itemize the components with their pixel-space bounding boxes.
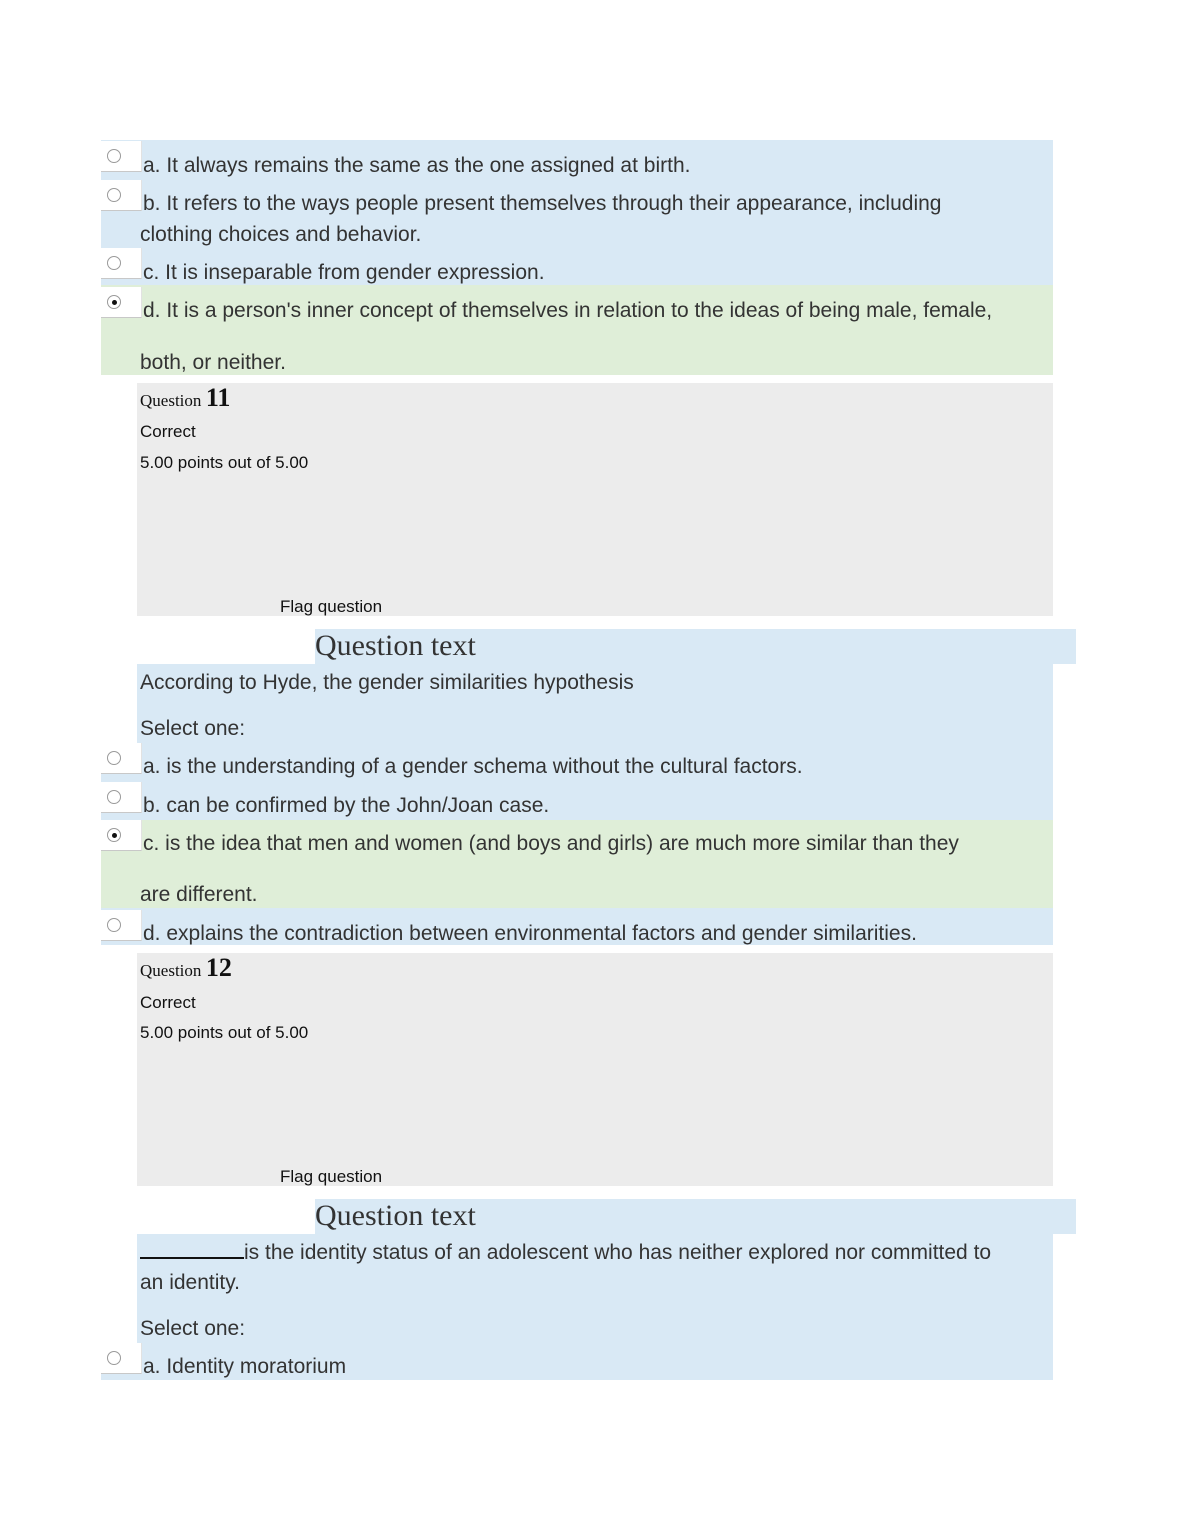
q10-option-a-text[interactable]: a. It always remains the same as the one assigned at birth. <box>143 154 691 177</box>
question-label: Question <box>140 391 202 410</box>
q11-question-prompt: According to Hyde, the gender similarities hypothesis <box>140 671 634 694</box>
q10-option-c-text[interactable]: c. It is inseparable from gender expression. <box>143 261 545 284</box>
q12-select-one-label: Select one: <box>140 1317 246 1340</box>
q10-option-d-text-continued[interactable]: both, or neither. <box>140 351 286 374</box>
q10-option-a-radio[interactable] <box>101 141 142 172</box>
q11-option-d-radio[interactable] <box>101 910 142 941</box>
radio-circle-icon <box>107 256 121 270</box>
question-number: 12 <box>205 953 232 982</box>
q11-option-c-text[interactable]: c. is the idea that men and women (and boys and girls) are much more similar than they <box>143 832 959 855</box>
q10-option-d-radio[interactable] <box>101 287 142 318</box>
radio-circle-icon <box>107 188 121 202</box>
q10-option-d-text[interactable]: d. It is a person's inner concept of themselves in relation to the ideas of being male, female, <box>143 299 993 322</box>
q12-option-a-radio[interactable] <box>101 1343 142 1374</box>
q12-question-text-title: Question text <box>315 1199 476 1232</box>
q11-question-text-title: Question text <box>315 629 476 662</box>
q12-question-prompt <box>140 1238 991 1268</box>
q10-option-b-radio[interactable] <box>101 180 142 211</box>
q11-option-a-radio[interactable] <box>101 743 142 774</box>
q11-option-c-radio[interactable] <box>101 820 142 851</box>
q11-option-a-text[interactable]: a. is the understanding of a gender schema without the cultural factors. <box>143 755 803 778</box>
q12-question-prompt-part2: an identity. <box>140 1271 241 1294</box>
q12-flag-question-link[interactable]: Flag question <box>280 1167 383 1186</box>
q12-info-panel <box>137 953 1053 1186</box>
q12-status: Correct <box>140 993 196 1012</box>
q12-heading <box>140 953 232 983</box>
radio-selected-icon <box>107 295 121 309</box>
radio-circle-icon <box>107 1351 121 1365</box>
radio-circle-icon <box>107 790 121 804</box>
q11-option-b-text[interactable]: b. can be confirmed by the John/Joan case. <box>143 794 550 817</box>
q11-status: Correct <box>140 422 196 441</box>
radio-circle-icon <box>107 918 121 932</box>
question-number: 11 <box>205 383 231 412</box>
q10-option-b-text-continued[interactable]: clothing choices and behavior. <box>140 223 422 246</box>
radio-selected-icon <box>107 828 121 842</box>
question-label: Question <box>140 961 202 980</box>
radio-circle-icon <box>107 751 121 765</box>
q10-option-c-radio[interactable] <box>101 248 142 279</box>
q11-select-one-label: Select one: <box>140 717 246 740</box>
q12-option-a-text[interactable]: a. Identity moratorium <box>143 1355 347 1378</box>
fill-in-blank <box>140 1239 244 1259</box>
q11-flag-question-link[interactable]: Flag question <box>280 597 383 616</box>
q12-points: 5.00 points out of 5.00 <box>140 1023 309 1042</box>
radio-circle-icon <box>107 149 121 163</box>
q12-question-prompt-part1: is the identity status of an adolescent who has neither explored nor committed to <box>244 1241 992 1264</box>
q10-option-b-text[interactable]: b. It refers to the ways people present themselves through their appearance, including <box>143 192 942 215</box>
q11-info-panel <box>137 383 1053 616</box>
q11-points: 5.00 points out of 5.00 <box>140 453 309 472</box>
q11-heading <box>140 383 230 413</box>
q11-option-c-text-continued[interactable]: are different. <box>140 883 258 906</box>
q11-option-d-text[interactable]: d. explains the contradiction between environmental factors and gender similarities. <box>143 922 917 945</box>
q11-option-b-radio[interactable] <box>101 782 142 813</box>
